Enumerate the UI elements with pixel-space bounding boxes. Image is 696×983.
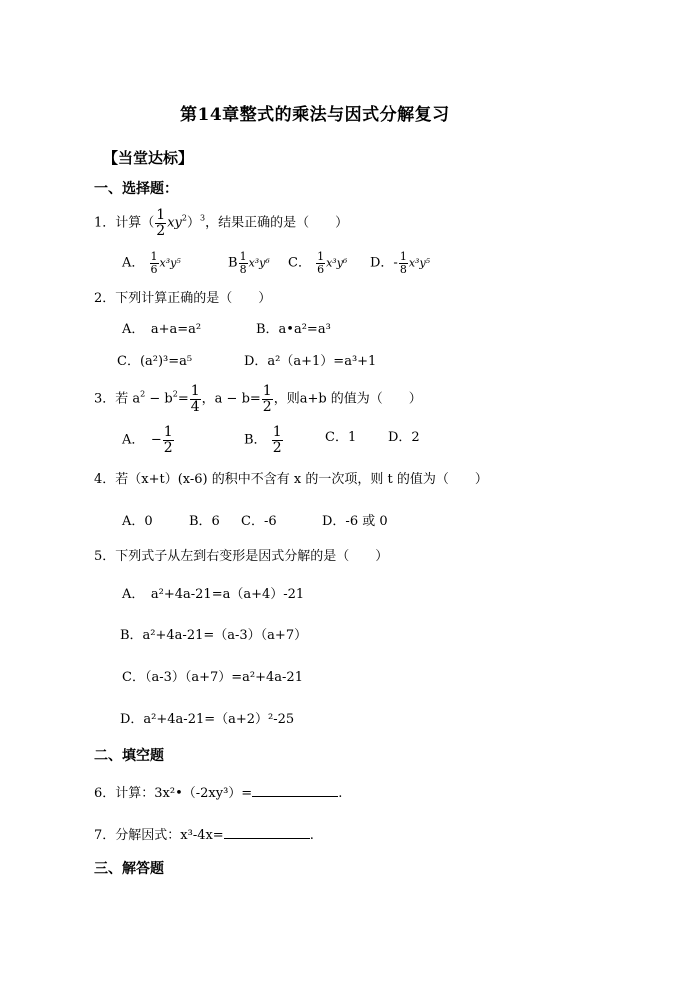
q1-b-label: B [228,255,238,271]
q3-option-a [122,425,175,455]
q3-frac-1 [190,384,201,414]
q1-b-expr: x³y⁶ [248,256,270,270]
q1-option-d [370,251,430,275]
q1-exp-inner: 2 [181,213,187,223]
question-5-stem: 5．下列式子从左到右变形是因式分解的是（ ） [94,549,389,564]
q2-option-a: A． a+a=a² [122,322,202,337]
q3-f2-den: 2 [262,398,272,415]
q1-d-expr: x³y⁵ [408,256,431,270]
q3-mid1: − b [145,391,173,407]
q1-a-frac [150,251,159,275]
q4-option-a: A．0 [122,514,153,529]
question-6 [94,786,342,800]
q1-close: ） [187,215,201,231]
q1-number: 1． [94,215,116,231]
q4-option-c: C．-6 [241,514,277,529]
question-2-stem: 2．下列计算正确的是（ ） [94,291,272,306]
q5-option-b: B．a²+4a-21=（a-3）（a+7） [120,628,308,643]
q4-option-b: B．6 [189,514,220,529]
q3-eq: = [177,391,189,407]
q2-option-d: D．a²（a+1）=a³+1 [244,354,377,369]
question-3-stem [94,384,422,414]
q1-post: ，结果正确的是（ ） [205,215,349,231]
q3-pre: 3．若 a [94,391,141,407]
q1-c-num: 1 [317,250,325,263]
q1-d-frac [399,251,408,275]
q1-b-num: 1 [239,250,247,263]
q1-exp-outer: 3 [200,213,206,223]
q1-option-c [288,251,347,275]
part-heading-solve: 三、解答题 [94,861,164,877]
question-4-stem: 4．若（x+t）(x-6) 的积中不含有 x 的一次项，则 t 的值为（ ） [94,472,488,487]
q3-frac-2 [262,384,273,414]
q1-option-b [228,251,270,275]
q6-answer-blank[interactable] [252,786,338,797]
q3-b-frac [272,425,283,455]
question-1-stem [94,208,348,238]
q7-answer-blank[interactable] [224,828,310,839]
q1-d-num: 1 [399,250,407,263]
q5-option-d: D．a²+4a-21=（a+2）²-25 [120,712,295,727]
part-heading-fill: 二、填空题 [94,748,164,764]
q4-option-d: D．-6 或 0 [322,514,388,529]
q1-c-den: 6 [317,262,325,276]
section-label: 【当堂达标】 [103,149,194,167]
q3-a-label: A． − [122,432,162,448]
q1-a-label: A． [122,255,145,271]
q1-pre: 计算（ [115,215,155,231]
q5-option-c: C．（a-3）（a+7）=a²+4a-21 [122,670,303,685]
q3-option-d: D．2 [388,430,420,445]
q3-f2-num: 1 [262,383,272,399]
q6-end: . [338,786,343,801]
q1-c-expr: x³y⁶ [326,256,348,270]
q1-a-expr: x³y⁵ [159,256,181,270]
q1-d-label: D．- [370,255,398,271]
part-heading-choice: 一、选择题： [94,181,178,197]
q3-a-den: 2 [163,439,173,456]
question-7 [94,828,314,842]
q3-f1-num: 1 [190,383,200,399]
q2-option-b: B．a•a²=a³ [256,322,331,337]
q2-option-c: C．(a²)³=a⁵ [117,354,193,369]
q3-option-b [244,425,284,455]
q6-stem: 6．计算：3x²•（-2xy³）= [94,786,253,801]
q3-a-frac [163,425,174,455]
q3-f1-den: 4 [190,398,200,415]
q3-post: ，则a+b 的值为（ ） [273,391,422,407]
q1-a-num: 1 [150,250,158,263]
q3-b-den: 2 [272,439,282,456]
q1-c-frac [316,251,325,275]
q3-exp-a: 2 [140,389,146,399]
q3-a-num: 1 [163,424,173,440]
q7-stem: 7．分解因式：x³-4x= [94,828,224,843]
q7-end: . [309,828,314,843]
page-title: 第14章整式的乘法与因式分解复习 [180,105,450,125]
q1-b-den: 8 [239,262,247,276]
q1-option-a [122,251,181,275]
q3-mid2: ，a − b= [201,391,261,407]
q1-frac-num: 1 [156,207,166,223]
q1-b-frac [239,251,248,275]
q1-var: xy [167,215,182,231]
q1-frac-den: 2 [156,222,166,239]
q1-d-den: 8 [399,262,407,276]
q3-option-c: C．1 [325,430,357,445]
q3-b-num: 1 [272,424,282,440]
q5-option-a: A． a²+4a-21=a（a+4）-21 [122,587,305,602]
q1-fraction [155,208,166,238]
q1-a-den: 6 [150,262,158,276]
q1-c-label: C． [288,255,311,271]
q3-exp-b: 2 [172,389,178,399]
q3-b-label: B． [244,432,267,448]
